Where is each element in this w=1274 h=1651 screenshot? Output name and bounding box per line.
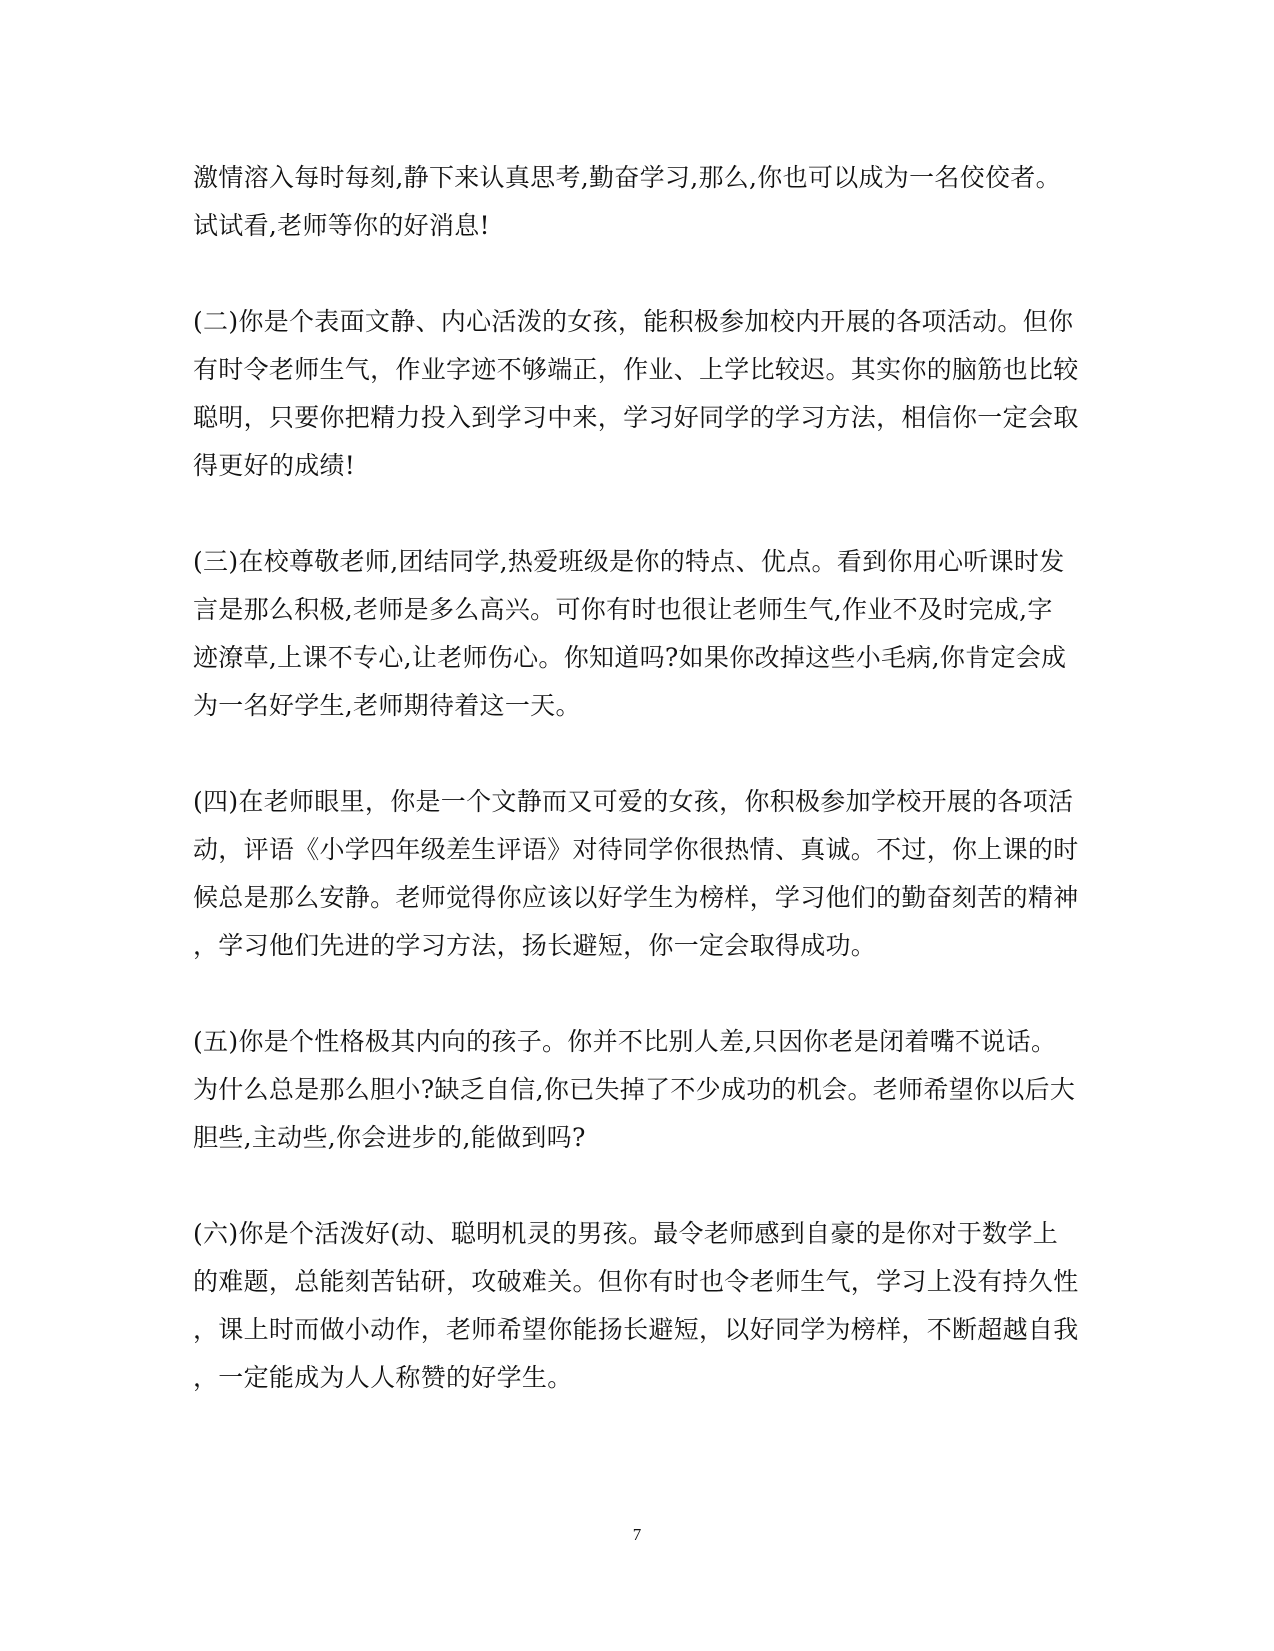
text-line: (三)在校尊敬老师,团结同学,热爱班级是你的特点、优点。看到你用心听课时发: [193, 547, 1065, 576]
paragraph-spacer: [193, 250, 1088, 298]
paragraph-spacer: [193, 970, 1088, 1018]
text-line: 为一名好学生,老师期待着这一天。: [193, 691, 581, 720]
text-line: 得更好的成绩!: [193, 451, 356, 480]
text-line: ，一定能成为人人称赞的好学生。: [193, 1363, 573, 1392]
text-line: 试试看,老师等你的好消息!: [193, 211, 490, 240]
text-line: 聪明，只要你把精力投入到学习中来，学习好同学的学习方法，相信你一定会取: [193, 403, 1079, 432]
text-line: 胆些,主动些,你会进步的,能做到吗?: [193, 1123, 586, 1152]
text-line: 候总是那么安静。老师觉得你应该以好学生为榜样，学习他们的勤奋刻苦的精神: [193, 883, 1079, 912]
text-line: 动，评语《小学四年级差生评语》对待同学你很热情、真诚。不过，你上课的时: [193, 835, 1079, 864]
text-line: ，学习他们先进的学习方法，扬长避短，你一定会取得成功。: [193, 931, 877, 960]
paragraph-5: [193, 1018, 1088, 1162]
paragraph-spacer: [193, 490, 1088, 538]
text-line: ，课上时而做小动作，老师希望你能扬长避短，以好同学为榜样，不断超越自我: [193, 1315, 1079, 1344]
paragraph-6: [193, 1210, 1088, 1402]
paragraph-spacer: [193, 730, 1088, 778]
text-line: (四)在老师眼里，你是一个文静而又可爱的女孩，你积极参加学校开展的各项活: [193, 787, 1074, 816]
text-line: 为什么总是那么胆小?缺乏自信,你已失掉了不少成功的机会。老师希望你以后大: [193, 1075, 1076, 1104]
text-line: 言是那么积极,老师是多么高兴。可你有时也很让老师生气,作业不及时完成,字: [193, 595, 1053, 624]
paragraph-2: [193, 298, 1088, 490]
text-line: 的难题，总能刻苦钻研，攻破难关。但你有时也令老师生气，学习上没有持久性: [193, 1267, 1079, 1296]
paragraph-spacer: [193, 1162, 1088, 1210]
text-line: (六)你是个活泼好(动、聪明机灵的男孩。最令老师感到自豪的是你对于数学上: [193, 1219, 1059, 1248]
text-line: 激情溶入每时每刻,静下来认真思考,勤奋学习,那么,你也可以成为一名佼佼者。: [193, 163, 1061, 192]
document-body: [193, 154, 1088, 1402]
paragraph-4: [193, 778, 1088, 970]
text-line: 有时令老师生气，作业字迹不够端正，作业、上学比较迟。其实你的脑筋也比较: [193, 355, 1079, 384]
paragraph-intro-continuation: [193, 154, 1088, 250]
paragraph-3: [193, 538, 1088, 730]
text-line: (二)你是个表面文静、内心活泼的女孩，能积极参加校内开展的各项活动。但你: [193, 307, 1074, 336]
page-number: 7: [632, 1525, 642, 1544]
text-line: (五)你是个性格极其内向的孩子。你并不比别人差,只因你老是闭着嘴不说话。: [193, 1027, 1057, 1056]
text-line: 迹潦草,上课不专心,让老师伤心。你知道吗?如果你改掉这些小毛病,你肯定会成: [193, 643, 1067, 672]
